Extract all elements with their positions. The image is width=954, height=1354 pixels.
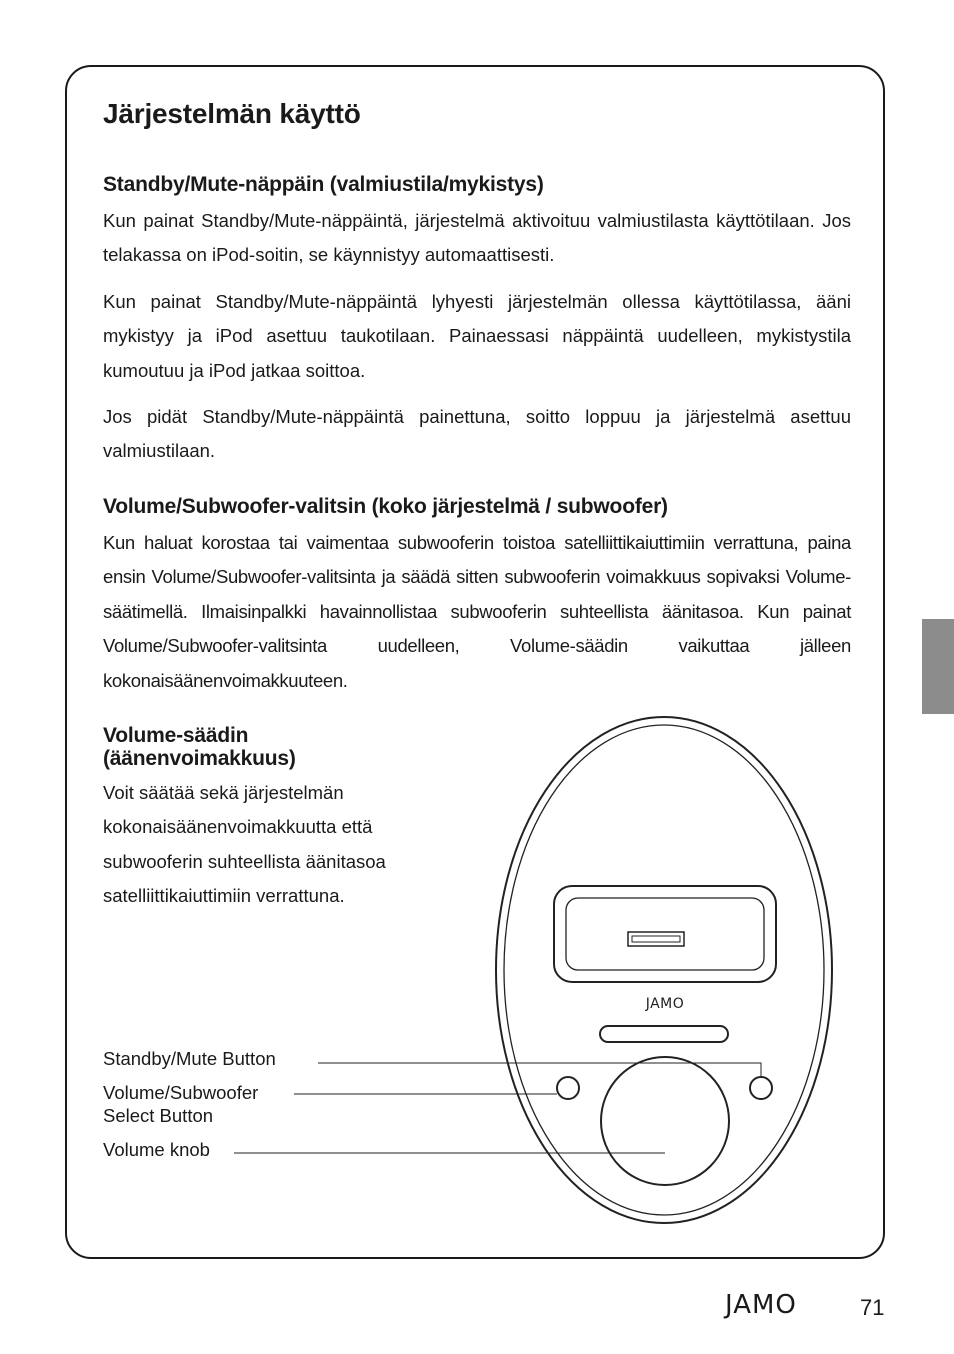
- volume-sub-heading: Volume/Subwoofer-valitsin (koko järjestelmä / subwoofer): [103, 495, 668, 518]
- volume-sub-paragraph: Kun haluat korostaa tai vaimentaa subwooferin toistoa satelliittikaiuttimiin verrattuna, paina ensin Volume/Subwoofer-valitsinta ja säädä sitten subwooferin voimakkuus sopivaksi Volume-säätimellä. Ilmaisinpalkki havainnollistaa subwooferin suhteellista äänitasoa. Kun painat Volume/Subwoofer-valitsinta uudelleen, Volume-säädin vaikuttaa jälleen kokonaisäänenvoimakkuuteen.: [103, 532, 851, 691]
- knob-callout-label: Volume knob: [103, 1139, 210, 1160]
- page-title: Järjestelmän käyttö: [103, 98, 361, 129]
- device-logo: JAMO: [645, 996, 685, 1012]
- section-tab-marker: [922, 619, 954, 714]
- standby-paragraph-3: Jos pidät Standby/Mute-näppäintä painettuna, soitto loppuu ja järjestelmä asettuu valmiustilaan.: [103, 406, 851, 462]
- select-callout-label-line2: Select Button: [103, 1105, 214, 1126]
- standby-paragraph-2: Kun painat Standby/Mute-näppäintä lyhyesti järjestelmän ollessa käyttötilassa, ääni mykistyy ja iPod asettuu taukotilaan. Painaessasi näppäintä uudelleen, mykistystila kumoutuu ja iPod jatkaa soittoa.: [103, 291, 851, 381]
- volume-heading: Volume-säädin (äänenvoimakkuus): [103, 724, 296, 770]
- standby-heading: Standby/Mute-näppäin (valmiustila/mykistys): [103, 173, 544, 196]
- standby-callout-label: Standby/Mute Button: [103, 1048, 276, 1069]
- page-number: 71: [860, 1295, 885, 1320]
- standby-paragraph-1: Kun painat Standby/Mute-näppäintä, järjestelmä aktivoituu valmiustilasta käyttötilaan. Jos telakassa on iPod-soitin, se käynnistyy automaattisesti.: [103, 210, 851, 266]
- volume-paragraph: Voit säätää sekä järjestelmän kokonaisäänenvoimakkuutta että subwooferin suhteellista äänitasoa satelliittikaiuttimiin verrattuna.: [103, 782, 386, 907]
- footer-logo: JAMO: [725, 1290, 797, 1320]
- select-callout-label-line1: Volume/Subwoofer: [103, 1082, 259, 1103]
